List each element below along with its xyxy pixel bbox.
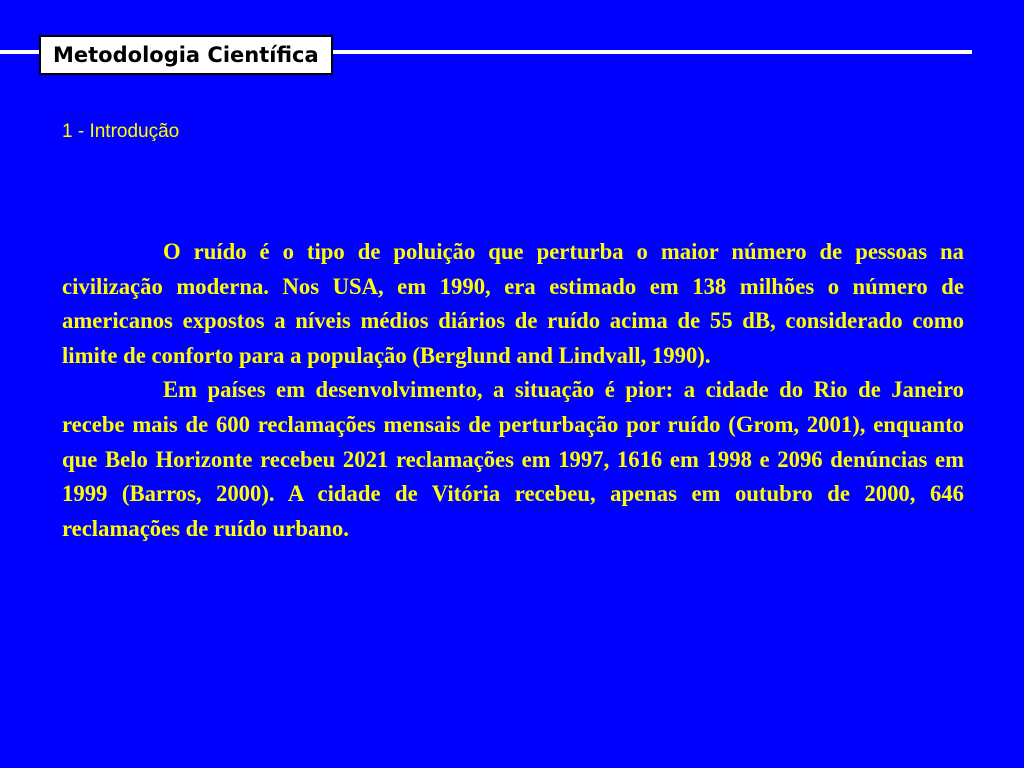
title-box: [39, 35, 333, 75]
body-text: [62, 235, 964, 546]
section-heading: 1 - Introdução: [62, 121, 180, 142]
slide-title: Metodologia Científica: [53, 43, 319, 67]
paragraph-1: O ruído é o tipo de poluição que perturba o maior número de pessoas na civilização moderna. Nos USA, em 1990, era estimado em 138 milhões o número de americanos expostos a níveis médios diários de ruído acima de 55 dB, considerado como limite de conforto para a população (Berglund and Lindvall, 1990).: [62, 239, 964, 368]
paragraph-2: Em países em desenvolvimento, a situação é pior: a cidade do Rio de Janeiro recebe mais de 600 reclamações mensais de perturbação por ruído (Grom, 2001), enquanto que Belo Horizonte recebeu 2021 reclamações em 1997, 1616 em 1998 e 2096 denúncias em 1999 (Barros, 2000). A cidade de Vitória recebeu, apenas em outubro de 2000, 646 reclamações de ruído urbano.: [62, 377, 964, 541]
